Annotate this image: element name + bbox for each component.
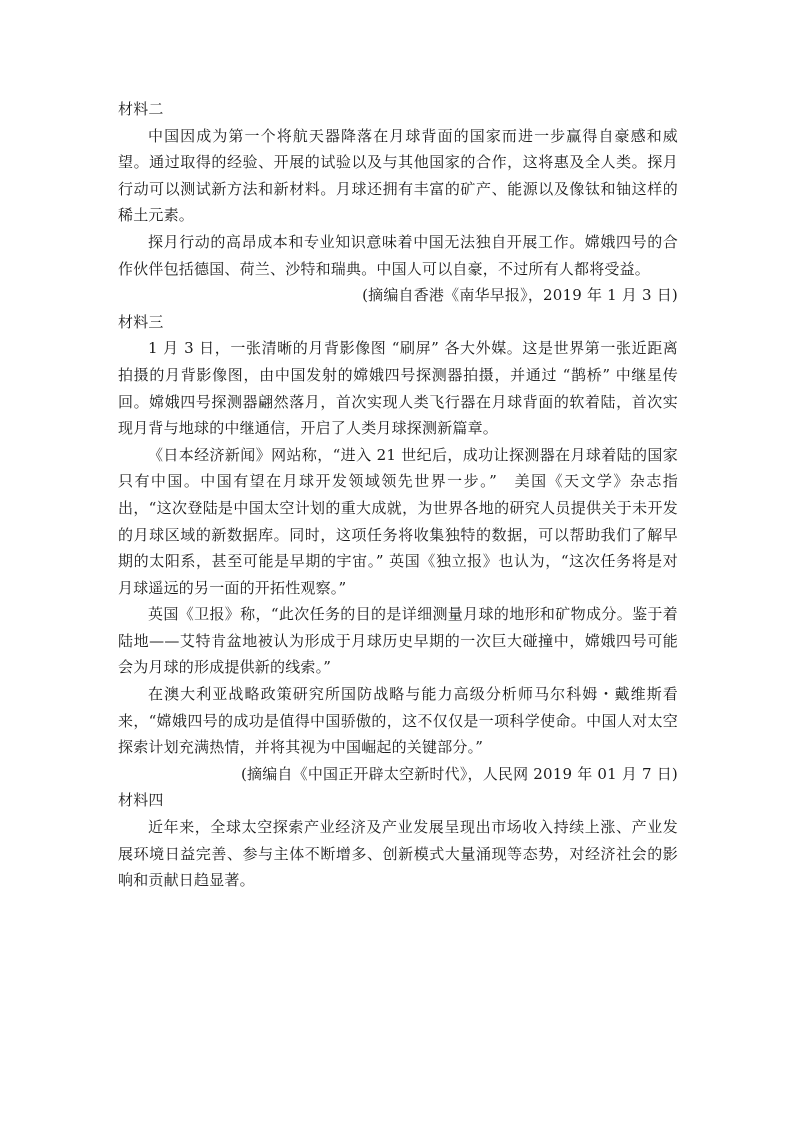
material-3-heading: 材料三 [118,312,164,331]
material-4-paragraph-1: 近年来，全球太空探索产业经济及产业发展呈现出市场收入持续上涨、产业发展环境日益完善、参与主体不断增多、创新模式大量涌现等态势，对经济社会的影响和贡献日趋显著。 [118,818,678,890]
material-2-source: (摘编自香港《南华早报》，2019 年 1 月 3 日) [362,286,678,305]
material-3-paragraph-2: 《日本经济新闻》网站称，“进入 21 世纪后，成功让探测器在月球着陆的国家只有中国。中国有望在月球开发领域领先世界一步。” 美国《天文学》杂志指出，“这次登陆是中国太空计划的重大成就，为世界各地的研究人员提供关于未开发的月球区域的新数据库。同时，这项任务将收集独特的数据，可以帮助我们了解早期的太阳系，甚至可能是早期的宇宙。” 英国《独立报》也认为，“这次任务将是对月球遥远的另一面的开拓性观察。” [118,445,678,597]
material-2-paragraph-1: 中国因成为第一个将航天器降落在月球背面的国家而进一步赢得自豪感和威望。通过取得的经验、开展的试验以及与其他国家的合作，这将惠及全人类。探月行动可以测试新方法和新材料。月球还拥有丰富的矿产、能源以及像钛和铀这样的稀土元素。 [118,126,678,225]
material-3-section [118,309,678,788]
material-3-paragraph-4: 在澳大利亚战略政策研究所国防战略与能力高级分析师马尔科姆・戴维斯看来，“嫦娥四号的成功是值得中国骄傲的，这不仅仅是一项科学使命。中国人对太空探索计划充满热情，并将其视为中国崛起的关键部分。” [118,685,678,757]
material-4-heading: 材料四 [118,791,164,810]
material-2-heading: 材料二 [118,100,164,118]
document-page [118,96,678,894]
material-3-source: (摘编自《中国正开辟太空新时代》，人民网 2019 年 01 月 7 日) [240,764,678,783]
material-2-section [118,96,678,309]
material-4-section [118,787,678,893]
material-3-paragraph-1: 1 月 3 日，一张清晰的月背影像图 “刷屏” 各大外媒。这是世界第一张近距离拍摄的月背影像图，由中国发射的嫦娥四号探测器拍摄，并通过 “鹊桥” 中继星传回。嫦娥四号探测器翩然落月，首次实现人类飞行器在月球背面的软着陆，首次实现月背与地球的中继通信，开启了人类月球探测新篇章。 [118,339,678,438]
material-2-paragraph-2: 探月行动的高昂成本和专业知识意味着中国无法独自开展工作。嫦娥四号的合作伙伴包括德国、荷兰、沙特和瑞典。中国人可以自豪，不过所有人都将受益。 [118,232,678,278]
material-3-paragraph-3: 英国《卫报》称，“此次任务的目的是详细测量月球的地形和矿物成分。鉴于着陆地——艾特肯盆地被认为形成于月球历史早期的一次巨大碰撞中，嫦娥四号可能会为月球的形成提供新的线索。” [118,605,678,677]
